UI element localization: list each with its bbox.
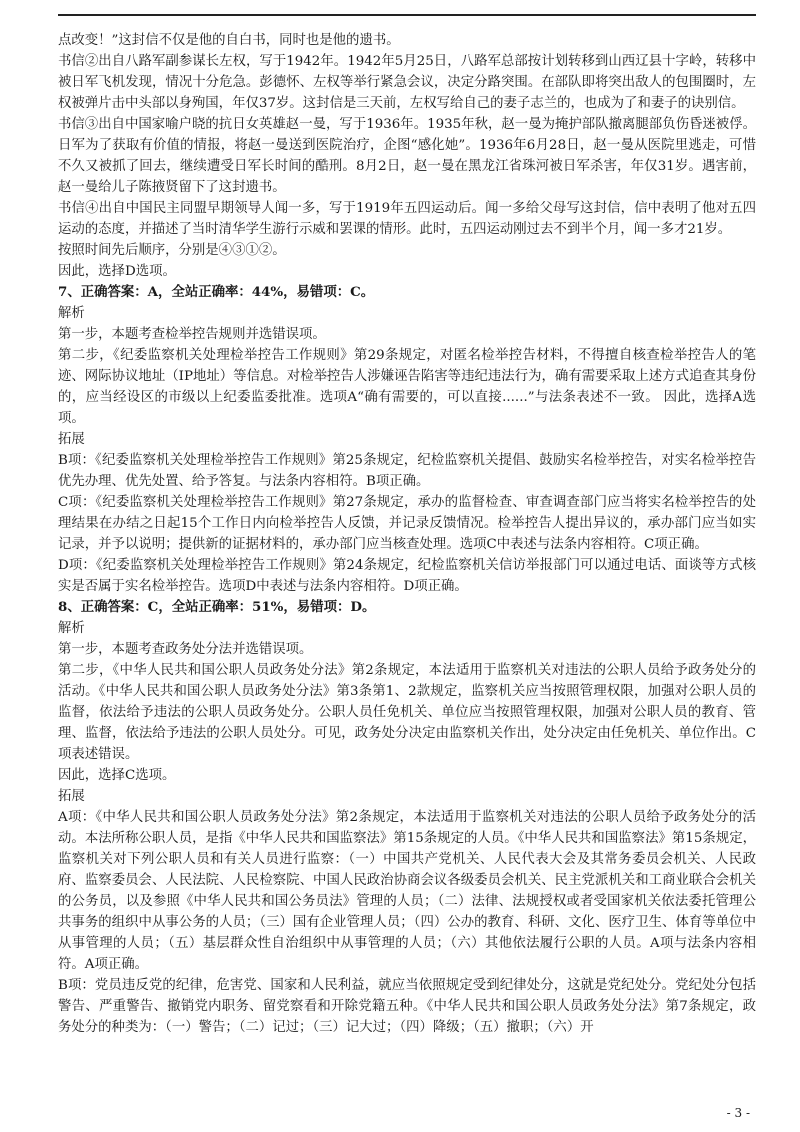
- section-label-extension: 拓展: [58, 432, 85, 447]
- paragraph-option-b: B项：《纪委监察机关处理检举控告工作规则》第25条规定，纪检监察机关提倡、鼓励实名检举控告，对实名检举控告优先办理、优先处置、给予答复。与法条内容相符。B项正确。: [58, 453, 756, 489]
- answer-heading-8: 8、正确答案：C，全站正确率：51%，易错项：D。: [58, 599, 376, 615]
- paragraph-step-1: 第一步，本题考查检举控告规则并选错误项。: [58, 327, 326, 342]
- section-label-extension: 拓展: [58, 789, 85, 804]
- paragraph-option-c: C项：《纪委监察机关处理检举控告工作规则》第27条规定，承办的监督检查、审查调查部门应当将实名检举控告的处理结果在办结之日起15个工作日内向检举控告人反馈，并记录反馈情况。检举控告人提出异议的，承办部门应当如实记录，并予以说明；提供新的证据材料的，承办部门应当核查处理。选项C中表述与法条内容相符。C项正确。: [58, 495, 756, 552]
- paragraph-option-b: B项：党员违反党的纪律，危害党、国家和人民利益，就应当依照规定受到纪律处分，这就是党纪处分。党纪处分包括警告、严重警告、撤销党内职务、留党察看和开除党籍五种。《中华人民共和国公职人员政务处分法》第7条规定，政务处分的种类为：（一）警告；（二）记过；（三）记大过；（四）降级；（五）撤职；（六）开: [58, 978, 756, 1035]
- paragraph-option-a: A项：《中华人民共和国公职人员政务处分法》第2条规定，本法适用于监察机关对违法的公职人员给予政务处分的活动。本法所称公职人员，是指《中华人民共和国监察法》第15条规定的人员。《中华人民共和国监察法》第15条规定，监察机关对下列公职人员和有关人员进行监察：（一）中国共产党机关、人民代表大会及其常务委员会机关、人民政府、监察委员会、人民法院、人民检察院、中国人民政治协商会议各级委员会机关、民主党派机关和工商业联合会机关的公务员，以及参照《中华人民共和国公务员法》管理的人员；（二）法律、法规授权或者受国家机关依法委托管理公共事务的组织中从事公务的人员；（三）国有企业管理人员；（四）公办的教育、科研、文化、医疗卫生、体育等单位中从事管理的人员；（五）基层群众性自治组织中从事管理的人员；（六）其他依法履行公职的人员。A项与法条内容相符。A项正确。: [58, 810, 756, 972]
- section-label-analysis: 解析: [58, 306, 85, 321]
- paragraph-conclusion-8: 因此，选择C选项。: [58, 768, 176, 783]
- paragraph-continuation: 点改变！”这封信不仅是他的自白书，同时也是他的遗书。: [58, 33, 400, 48]
- paragraph-option-d: D项：《纪委监察机关处理检举控告工作规则》第24条规定，纪检监察机关信访举报部门可以通过电话、面谈等方式核实是否属于实名检举控告。选项D中表述与法条内容相符。D项正确。: [58, 558, 756, 594]
- section-label-analysis: 解析: [58, 621, 85, 636]
- paragraph-conclusion-6: 因此，选择D选项。: [58, 264, 176, 279]
- document-body: [58, 30, 756, 1038]
- answer-heading-7: 7、正确答案：A，全站正确率：44%，易错项：C。: [58, 284, 375, 300]
- paragraph-order: 按照时间先后顺序，分别是④③①②。: [58, 243, 286, 258]
- page-number: - 3 -: [726, 1106, 750, 1120]
- header-rule: [58, 14, 756, 16]
- paragraph-letter-4: 书信④出自中国民主同盟早期领导人闻一多，写于1919年五四运动后。闻一多给父母写这封信，信中表明了他对五四运动的态度，并描述了当时清华学生游行示威和罢课的情形。此时，五四运动刚过去不到半个月，闻一多才21岁。: [58, 201, 756, 237]
- paragraph-letter-3: 书信③出自中国家喻户晓的抗日女英雄赵一曼，写于1936年。1935年秋，赵一曼为掩护部队撤离腿部负伤昏迷被俘。日军为了获取有价值的情报，将赵一曼送到医院治疗，企图“感化她”。1936年6月28日，赵一曼从医院里逃走，可惜不久又被抓了回去，继续遭受日军长时间的酷刑。8月2日，赵一曼在黑龙江省珠河被日军杀害，年仅31岁。遇害前，赵一曼给儿子陈掖贤留下了这封遗书。: [58, 117, 756, 195]
- paragraph-step-1: 第一步，本题考查政务处分法并选错误项。: [58, 642, 313, 657]
- paragraph-letter-2: 书信②出自八路军副参谋长左权，写于1942年。1942年5月25日，八路军总部按计划转移到山西辽县十字岭，转移中被日军飞机发现，情况十分危急。彭德怀、左权等举行紧急会议，决定分路突围。在部队即将突出敌人的包围圈时，左权被弹片击中头部以身殉国，年仅37岁。这封信是三天前，左权写给自己的妻子志兰的，也成为了和妻子的诀别信。: [58, 54, 756, 111]
- paragraph-step-2: 第二步，《纪委监察机关处理检举控告工作规则》第29条规定，对匿名检举控告材料，不得擅自核查检举控告人的笔迹、网际协议地址（IP地址）等信息。对检举控告人涉嫌诬告陷害等违纪违法行为，确有需要采取上述方式追查其身份的，应当经设区的市级以上纪委监委批准。选项A“确有需要的，可以直接......”与法条表述不一致。 因此，选择A选项。: [58, 348, 756, 426]
- paragraph-step-2: 第二步，《中华人民共和国公职人员政务处分法》第2条规定，本法适用于监察机关对违法的公职人员给予政务处分的活动。《中华人民共和国公职人员政务处分法》第3条第1、2款规定，监察机关应当按照管理权限，加强对公职人员的监督，依法给予违法的公职人员政务处分。公职人员任免机关、单位应当按照管理权限，加强对公职人员的教育、管理、监督，依法给予违法的公职人员处分。可见，政务处分决定由监察机关作出，处分决定由任免机关、单位作出。C项表述错误。: [58, 663, 756, 762]
